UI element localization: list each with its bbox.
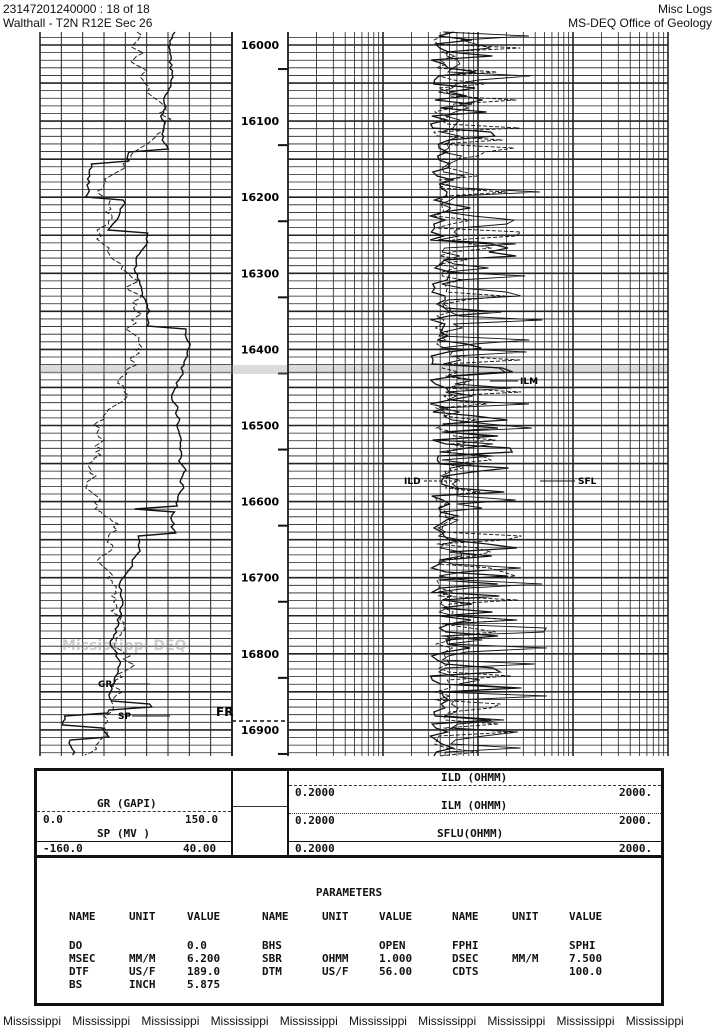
param-column-header: VALUE — [379, 910, 413, 923]
param-unit: MM/M — [512, 952, 539, 965]
footer-watermark-row — [0, 1014, 718, 1030]
param-value: 56.00 — [379, 965, 413, 978]
depth-label: 16200 — [240, 191, 280, 205]
param-name: FPHI — [452, 939, 479, 952]
param-unit: OHMM — [322, 952, 349, 965]
ild-scale-max: 2000. — [619, 786, 653, 799]
param-name: SBR — [262, 952, 282, 965]
sflu-scale-max: 2000. — [619, 842, 653, 855]
document-category: Misc Logs — [657, 2, 712, 16]
depth-label: 16400 — [240, 343, 280, 357]
param-name: BS — [69, 978, 83, 991]
footer-label: Mississippi — [625, 1014, 684, 1028]
param-value: SPHI — [569, 939, 596, 952]
resistivity-track — [288, 32, 668, 756]
footer-label: Mississippi — [279, 1014, 338, 1028]
gr-scale-min: 0.0 — [43, 813, 63, 826]
footer-label: Mississippi — [418, 1014, 477, 1028]
param-column-header: NAME — [262, 910, 289, 923]
sfl-curve-label: SFL — [578, 477, 597, 487]
footer-label: Mississippi — [487, 1014, 546, 1028]
param-name: MSEC — [69, 952, 96, 965]
ilm-scale-name: ILM (OHMM) — [441, 799, 508, 812]
parameters-panel — [34, 856, 664, 1006]
depth-label: 16000 — [240, 39, 280, 52]
param-column-header: NAME — [452, 910, 479, 923]
param-name: DO — [69, 939, 83, 952]
curve-scale-header — [34, 768, 664, 858]
gr-scale-name: GR (GAPI) — [97, 797, 157, 810]
ild-curve-label: ILD — [404, 477, 421, 487]
fr-marker-label: FR — [216, 705, 234, 719]
document-id: 23147201240000 : 18 of 18 — [3, 2, 150, 16]
gr-scale-max: 150.0 — [185, 813, 219, 826]
depth-label: 16900 — [240, 723, 280, 737]
param-value: 0.0 — [187, 939, 207, 952]
watermark: Mississippi DEQ — [62, 638, 187, 654]
depth-label: 16600 — [240, 495, 280, 509]
param-name: DSEC — [452, 952, 479, 965]
param-value: 189.0 — [187, 965, 221, 978]
footer-label: Mississippi — [556, 1014, 615, 1028]
footer-label: Mississippi — [348, 1014, 407, 1028]
depth-label: 16800 — [240, 647, 280, 661]
gr-curve-label: GR — [98, 680, 113, 690]
param-unit: US/F — [129, 965, 156, 978]
param-value: 1.000 — [379, 952, 413, 965]
footer-label: Mississippi — [210, 1014, 269, 1028]
param-unit: MM/M — [129, 952, 156, 965]
ilm-scale-max: 2000. — [619, 814, 653, 827]
well-location: Walthall - T2N R12E Sec 26 — [3, 16, 153, 30]
param-name: DTF — [69, 965, 89, 978]
ilm-curve-label: ILM — [520, 377, 539, 387]
ild-scale-name: ILD (OHMM) — [441, 771, 508, 784]
param-column-header: VALUE — [569, 910, 603, 923]
sp-scale-min: -160.0 — [43, 842, 83, 855]
param-name: CDTS — [452, 965, 479, 978]
sfl-curve — [438, 32, 547, 756]
depth-label: 16700 — [240, 571, 280, 585]
param-unit: INCH — [129, 978, 156, 991]
param-column-header: UNIT — [322, 910, 349, 923]
sflu-scale-name: SFLU(OHMM) — [437, 827, 504, 840]
parameters-title: PARAMETERS — [315, 886, 383, 899]
sp-scale-max: 40.00 — [183, 842, 217, 855]
param-value: 100.0 — [569, 965, 603, 978]
param-value: OPEN — [379, 939, 406, 952]
param-column-header: UNIT — [129, 910, 156, 923]
footer-label: Mississippi — [3, 1014, 62, 1028]
depth-label: 16500 — [240, 419, 280, 433]
sflu-scale-min: 0.2000 — [295, 842, 335, 855]
agency-name: MS-DEQ Office of Geology — [568, 16, 712, 30]
footer-label: Mississippi — [141, 1014, 200, 1028]
footer-label: Mississippi — [72, 1014, 131, 1028]
depth-label: 16100 — [240, 115, 280, 129]
param-column-header: VALUE — [187, 910, 221, 923]
param-name: BHS — [262, 939, 282, 952]
ilm-scale-min: 0.2000 — [295, 814, 335, 827]
param-unit: US/F — [322, 965, 349, 978]
sp-scale-name: SP (MV ) — [97, 827, 150, 840]
sp-curve-label: SP — [118, 712, 132, 722]
param-value: 6.200 — [187, 952, 221, 965]
param-column-header: NAME — [69, 910, 96, 923]
param-value: 7.500 — [569, 952, 603, 965]
param-column-header: UNIT — [512, 910, 539, 923]
depth-label: 16300 — [240, 267, 280, 281]
param-value: 5.875 — [187, 978, 221, 991]
param-name: DTM — [262, 965, 282, 978]
ild-scale-min: 0.2000 — [295, 786, 335, 799]
